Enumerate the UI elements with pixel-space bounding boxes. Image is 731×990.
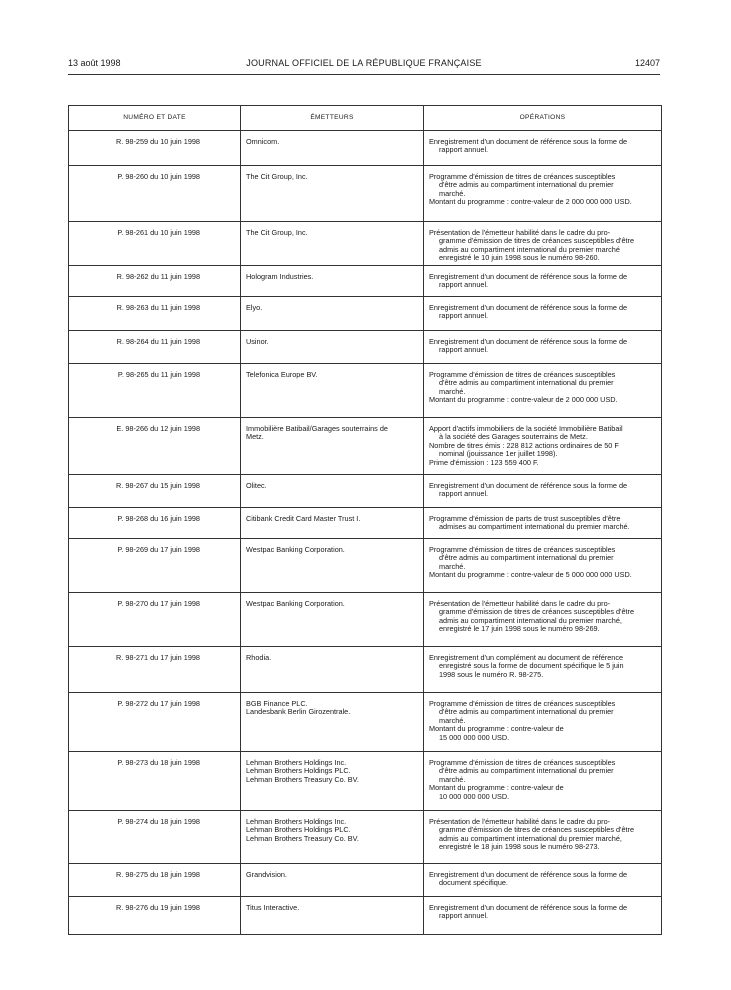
cell-operations [424, 331, 662, 364]
operation-line: à la société des Garages souterrains de Metz. [439, 432, 588, 442]
cell-numero-date: R. 98-276 du 19 juin 1998 [69, 897, 241, 935]
operation-line: Programme d'émission de titres de créances susceptibles [429, 172, 616, 181]
table-row [69, 593, 662, 647]
operation-line: marché. [439, 386, 466, 396]
cell-operations [424, 475, 662, 508]
operation-line: Enregistrement d'un document de référence sous la forme de [429, 137, 628, 146]
emetteur-line: Lehman Brothers Treasury Co. BV. [246, 774, 359, 784]
cell-numero-date: P. 98-265 du 11 juin 1998 [69, 364, 241, 418]
emetteur-line: Lehman Brothers Holdings PLC. [246, 766, 351, 776]
cell-numero-date: R. 98-275 du 18 juin 1998 [69, 864, 241, 897]
header-date: 13 août 1998 [68, 58, 121, 68]
cell-operations [424, 539, 662, 593]
operation-line: Montant du programme : contre-valeur de 2 000 000 USD. [429, 395, 618, 405]
emetteur-line: Hologram Industries. [246, 272, 314, 281]
column-header-operations: OPÉRATIONS [424, 106, 662, 131]
emetteur-line: Immobilière Batibail/Garages souterrains de [246, 424, 388, 433]
emetteur-line: Citibank Credit Card Master Trust I. [246, 514, 361, 523]
operation-line: d'être admis au compartiment international du premier [439, 553, 614, 563]
operation-line: Programme d'émission de titres de créances susceptibles [429, 758, 616, 767]
cell-operations [424, 418, 662, 475]
table-row [69, 475, 662, 508]
operation-line: document spécifique. [439, 878, 508, 888]
operation-line: Enregistrement d'un document de référence sous la forme de [429, 903, 628, 912]
operation-line: admises au compartiment international du premier marché. [439, 522, 630, 532]
table-row [69, 166, 662, 222]
operation-line: Programme d'émission de titres de créances susceptibles [429, 370, 616, 379]
table-row [69, 508, 662, 539]
cell-emetteurs [241, 364, 424, 418]
emetteur-line: Grandvision. [246, 870, 287, 879]
operation-line: Enregistrement d'un document de référence sous la forme de [429, 303, 628, 312]
cell-emetteurs [241, 897, 424, 935]
operation-line: Présentation de l'émetteur habilité dans le cadre du pro- [429, 228, 611, 237]
operation-line: Montant du programme : contre-valeur de [429, 783, 564, 793]
operation-line: Présentation de l'émetteur habilité dans le cadre du pro- [429, 817, 611, 826]
operation-line: gramme d'émission de titres de créances susceptibles d'être [439, 825, 635, 835]
operation-line: marché. [439, 561, 466, 571]
cell-emetteurs [241, 693, 424, 752]
cell-operations [424, 864, 662, 897]
table-row [69, 364, 662, 418]
table-row [69, 693, 662, 752]
cell-operations [424, 508, 662, 539]
table-row [69, 752, 662, 811]
operation-line: Prime d'émission : 123 559 400 F. [429, 457, 539, 467]
table-row [69, 266, 662, 297]
cell-numero-date: R. 98-262 du 11 juin 1998 [69, 266, 241, 297]
operation-line: Enregistrement d'un document de référence sous la forme de [429, 272, 628, 281]
emetteur-line: Lehman Brothers Treasury Co. BV. [246, 833, 359, 843]
operation-line: 10 000 000 000 USD. [439, 791, 510, 801]
cell-numero-date: R. 98-264 du 11 juin 1998 [69, 331, 241, 364]
column-header-numero: NUMÉRO ET DATE [69, 106, 241, 131]
cell-operations [424, 364, 662, 418]
emetteur-line: Elyo. [246, 303, 263, 312]
emetteur-line: Westpac Banking Corporation. [246, 599, 345, 608]
operation-line: d'être admis au compartiment international du premier [439, 180, 614, 190]
cell-operations [424, 266, 662, 297]
table-row [69, 647, 662, 693]
cell-numero-date: P. 98-274 du 18 juin 1998 [69, 811, 241, 864]
operation-line: enregistré le 17 juin 1998 sous le numéro 98-269. [439, 624, 600, 634]
operation-line: Présentation de l'émetteur habilité dans le cadre du pro- [429, 599, 611, 608]
operation-line: d'être admis au compartiment international du premier [439, 766, 614, 776]
operation-line: admis au compartiment international du premier marché, [439, 833, 622, 843]
emetteur-line: Lehman Brothers Holdings Inc. [246, 758, 347, 767]
table-row [69, 418, 662, 475]
emetteur-line: Rhodia. [246, 653, 272, 662]
emetteur-line: Olitec. [246, 481, 267, 490]
cell-numero-date: P. 98-270 du 17 juin 1998 [69, 593, 241, 647]
cell-numero-date: P. 98-261 du 10 juin 1998 [69, 222, 241, 266]
emetteur-line: Omnicom. [246, 137, 280, 146]
cell-operations [424, 752, 662, 811]
operation-line: rapport annuel. [439, 280, 489, 290]
operation-line: Enregistrement d'un complément au document de référence [429, 653, 624, 662]
cell-emetteurs [241, 539, 424, 593]
page-header [68, 58, 660, 72]
cell-emetteurs [241, 864, 424, 897]
cell-operations [424, 222, 662, 266]
operation-line: Enregistrement d'un document de référence sous la forme de [429, 337, 628, 346]
cell-numero-date: P. 98-260 du 10 juin 1998 [69, 166, 241, 222]
cell-emetteurs [241, 593, 424, 647]
operation-line: rapport annuel. [439, 489, 489, 499]
operation-line: enregistré sous la forme de document spécifique le 5 juin [439, 661, 624, 671]
operations-table [68, 105, 662, 935]
table-row [69, 897, 662, 935]
operation-line: Montant du programme : contre-valeur de 5 000 000 000 USD. [429, 570, 632, 580]
operation-line: 15 000 000 000 USD. [439, 732, 510, 742]
emetteur-line: Metz. [246, 432, 264, 442]
column-header-emetteurs: ÉMETTEURS [241, 106, 424, 131]
operation-line: d'être admis au compartiment international du premier [439, 378, 614, 388]
table-row [69, 297, 662, 331]
cell-numero-date: R. 98-263 du 11 juin 1998 [69, 297, 241, 331]
operation-line: Enregistrement d'un document de référence sous la forme de [429, 481, 628, 490]
operation-line: rapport annuel. [439, 345, 489, 355]
cell-numero-date: P. 98-269 du 17 juin 1998 [69, 539, 241, 593]
cell-numero-date: P. 98-273 du 18 juin 1998 [69, 752, 241, 811]
operation-line: rapport annuel. [439, 311, 489, 321]
table-row [69, 811, 662, 864]
cell-numero-date: R. 98-259 du 10 juin 1998 [69, 131, 241, 166]
cell-operations [424, 647, 662, 693]
operation-line: nominal (jouissance 1er juillet 1998). [439, 449, 558, 459]
cell-numero-date: E. 98-266 du 12 juin 1998 [69, 418, 241, 475]
cell-emetteurs [241, 331, 424, 364]
cell-operations [424, 166, 662, 222]
emetteur-line: Westpac Banking Corporation. [246, 545, 345, 554]
cell-numero-date: R. 98-267 du 15 juin 1998 [69, 475, 241, 508]
operation-line: Programme d'émission de titres de créances susceptibles [429, 699, 616, 708]
operation-line: rapport annuel. [439, 911, 489, 921]
cell-emetteurs [241, 811, 424, 864]
cell-numero-date: R. 98-271 du 17 juin 1998 [69, 647, 241, 693]
cell-emetteurs [241, 647, 424, 693]
cell-emetteurs [241, 418, 424, 475]
emetteur-line: BGB Finance PLC. [246, 699, 308, 708]
table-header-row [69, 106, 662, 131]
operation-line: enregistré le 18 juin 1998 sous le numéro 98-273. [439, 842, 600, 852]
operation-line: marché. [439, 774, 466, 784]
emetteur-line: Lehman Brothers Holdings Inc. [246, 817, 347, 826]
emetteur-line: Telefonica Europe BV. [246, 370, 318, 379]
emetteur-line: Titus Interactive. [246, 903, 300, 912]
cell-emetteurs [241, 166, 424, 222]
cell-emetteurs [241, 131, 424, 166]
operation-line: d'être admis au compartiment international du premier [439, 707, 614, 717]
header-rule [68, 74, 660, 75]
table-row [69, 331, 662, 364]
journal-title: JOURNAL OFFICIEL DE LA RÉPUBLIQUE FRANÇAISE [246, 58, 482, 68]
operation-line: gramme d'émission de titres de créances susceptibles d'être [439, 236, 635, 246]
operation-line: Apport d'actifs immobiliers de la société Immobilière Batibail [429, 424, 623, 433]
cell-emetteurs [241, 297, 424, 331]
cell-emetteurs [241, 266, 424, 297]
cell-numero-date: P. 98-272 du 17 juin 1998 [69, 693, 241, 752]
emetteur-line: Usinor. [246, 337, 269, 346]
cell-emetteurs [241, 475, 424, 508]
cell-emetteurs [241, 508, 424, 539]
operation-line: Enregistrement d'un document de référence sous la forme de [429, 870, 628, 879]
page-number: 12407 [634, 58, 660, 68]
emetteur-line: The Cit Group, Inc. [246, 228, 308, 237]
emetteur-line: The Cit Group, Inc. [246, 172, 308, 181]
cell-emetteurs [241, 222, 424, 266]
table-row [69, 864, 662, 897]
operation-line: Programme d'émission de titres de créances susceptibles [429, 545, 616, 554]
cell-operations [424, 811, 662, 864]
operation-line: admis au compartiment international du premier marché [439, 244, 620, 254]
operation-line: marché. [439, 188, 466, 198]
emetteur-line: Lehman Brothers Holdings PLC. [246, 825, 351, 835]
cell-numero-date: P. 98-268 du 16 juin 1998 [69, 508, 241, 539]
table-row [69, 131, 662, 166]
cell-operations [424, 693, 662, 752]
operation-line: gramme d'émission de titres de créances susceptibles d'être [439, 607, 635, 617]
operation-line: Nombre de titres émis : 228 812 actions ordinaires de 50 F [429, 440, 619, 450]
operation-line: marché. [439, 715, 466, 725]
cell-operations [424, 297, 662, 331]
cell-operations [424, 897, 662, 935]
emetteur-line: Landesbank Berlin Girozentrale. [246, 707, 351, 717]
operation-line: Montant du programme : contre-valeur de 2 000 000 000 USD. [429, 197, 632, 207]
operation-line: Programme d'émission de parts de trust susceptibles d'être [429, 514, 621, 523]
table-row [69, 222, 662, 266]
operation-line: admis au compartiment international du premier marché, [439, 615, 622, 625]
cell-operations [424, 131, 662, 166]
table-row [69, 539, 662, 593]
operation-line: enregistré le 10 juin 1998 sous le numéro 98-260. [439, 253, 600, 263]
operation-line: Montant du programme : contre-valeur de [429, 724, 564, 734]
cell-emetteurs [241, 752, 424, 811]
operation-line: 1998 sous le numéro R. 98-275. [439, 669, 544, 679]
cell-operations [424, 593, 662, 647]
operation-line: rapport annuel. [439, 145, 489, 155]
